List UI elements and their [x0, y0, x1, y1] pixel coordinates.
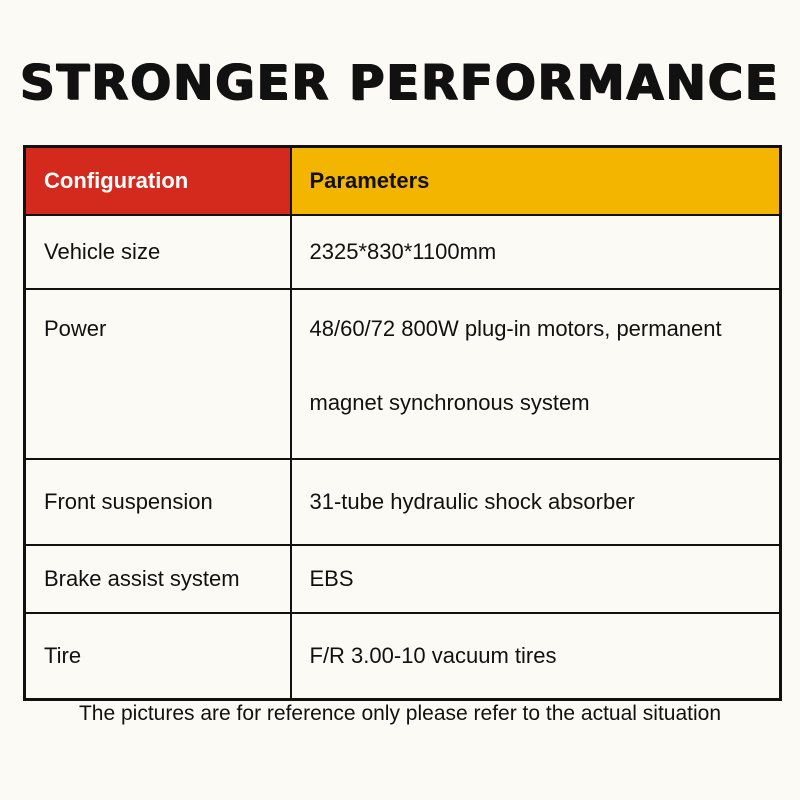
- disclaimer-text: The pictures are for reference only please refer to the actual situation: [78, 702, 722, 725]
- header-parameters: Parameters: [291, 147, 781, 216]
- table-row: [25, 459, 781, 545]
- row-configuration: Front suspension: [25, 459, 291, 545]
- spec-table: [23, 145, 782, 701]
- page-title: STRONGER PERFORMANCE: [20, 55, 780, 111]
- table-row: [25, 613, 781, 700]
- table-row: [25, 215, 781, 289]
- row-configuration: Vehicle size: [25, 215, 291, 289]
- row-configuration: Brake assist system: [25, 545, 291, 613]
- row-parameters: 48/60/72 800W plug-in motors, permanent magnet synchronous system: [291, 289, 781, 459]
- row-configuration: Tire: [25, 613, 291, 700]
- table-row: [25, 545, 781, 613]
- table-row: [25, 289, 781, 459]
- row-parameters: EBS: [291, 545, 781, 613]
- row-parameters: F/R 3.00-10 vacuum tires: [291, 613, 781, 700]
- row-parameters: 31-tube hydraulic shock absorber: [291, 459, 781, 545]
- row-configuration: Power: [25, 289, 291, 459]
- header-configuration: Configuration: [25, 147, 291, 216]
- row-parameters: 2325*830*1100mm: [291, 215, 781, 289]
- table-header-row: [25, 147, 781, 216]
